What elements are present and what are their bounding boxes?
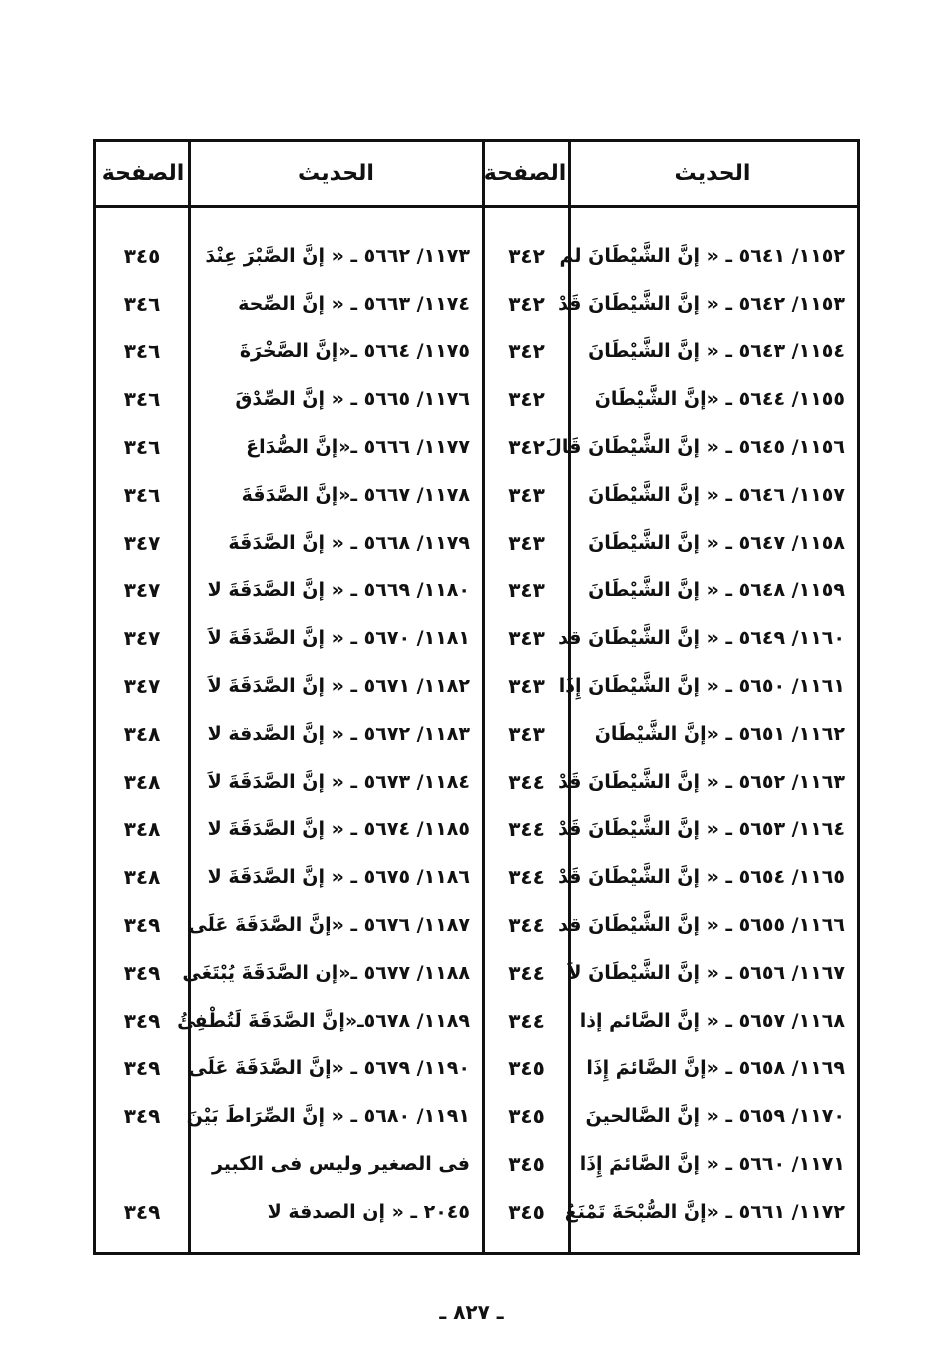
hadith-entry: ١١٥٥/ ٥٦٤٤ ـ «إنَّ الشَّيْطَانَ — [594, 388, 845, 411]
hadith-entry: ١١٨٢/ ٥٦٧١ ـ « إنَّ الصَّدَقَةَ لاَ — [207, 675, 470, 698]
hadith-entry: ١١٥٣/ ٥٦٤٢ ـ « إنَّ الشَّيْطَانَ قَدْ — [558, 292, 845, 315]
index-table — [93, 139, 860, 1255]
header-page-right: الصفحة — [483, 161, 567, 186]
page-ref: ٣٤٩ — [123, 1008, 161, 1033]
page-ref: ٣٤٣ — [508, 482, 545, 507]
page-ref: ٣٤٦ — [123, 482, 161, 507]
page-ref: ٣٤٣ — [508, 578, 545, 603]
hadith-entry: ١١٨٨/ ٥٦٧٧ ـ«إن الصَّدَقَةَ يُبْتَغَى — [182, 961, 470, 984]
hadith-entry: ١١٦٥/ ٥٦٥٤ ـ « إنَّ الشَّيْطَانَ قَدْ — [558, 866, 845, 889]
page-ref: ٣٤٤ — [508, 817, 545, 842]
hadith-entry: ١١٥٢/ ٥٦٤١ ـ « إنَّ الشَّيْطَانَ لم — [559, 244, 845, 267]
page-ref: ٣٤٢ — [508, 291, 545, 316]
hadith-entry: ١١٩٠/ ٥٦٧٩ ـ «إنَّ الصَّدَقَةَ عَلَى — [188, 1057, 470, 1080]
empty-cell — [96, 1140, 188, 1188]
page-ref: ٣٤٤ — [508, 1008, 545, 1033]
hadith-entry: ١١٧١/ ٥٦٦٠ ـ « إنَّ الصَّائمَ إِذَا — [579, 1153, 845, 1176]
page-ref: ٣٤٤ — [508, 865, 545, 890]
hadith-entry: ١١٧٦/ ٥٦٦٥ ـ « إنَّ الصِّدْقَ — [235, 388, 470, 411]
table-header-row — [96, 142, 857, 208]
hadith-entry: ١١٧٥/ ٥٦٦٤ ـ«إنَّ الصَّخْرَةَ — [239, 340, 470, 363]
page-ref: ٣٤٦ — [123, 291, 161, 316]
page-ref: ٣٤٧ — [123, 626, 161, 651]
page-ref: ٣٤٧ — [123, 578, 161, 603]
page-ref: ٣٤٧ — [123, 674, 161, 699]
hadith-entry: ١١٧٠/ ٥٦٥٩ ـ « إنَّ الصَّالحينَ — [585, 1105, 845, 1128]
section-heading: فى الصغير وليس فى الكبير — [211, 1153, 470, 1176]
hadith-entry: ١١٥٩/ ٥٦٤٨ ـ « إنَّ الشَّيْطَانَ — [588, 579, 845, 602]
page-ref: ٣٤٩ — [123, 1199, 161, 1224]
hadith-entry: ١١٦٩/ ٥٦٥٨ ـ «إنَّ الصَّائمَ إِذَا — [586, 1057, 845, 1080]
page-ref: ٣٤٢ — [508, 243, 545, 268]
header-hadith-left: الحديث — [298, 161, 374, 186]
page-ref: ٣٤٣ — [508, 721, 545, 746]
hadith-entry: ١١٧٩/ ٥٦٦٨ ـ « إنَّ الصَّدَقَةَ — [228, 531, 470, 554]
page-ref: ٣٤٨ — [123, 721, 161, 746]
page-ref: ٣٤٨ — [123, 817, 161, 842]
hadith-entry: ١١٦٢/ ٥٦٥١ ـ «إنَّ الشَّيْطَانَ — [594, 722, 845, 745]
hadith-entry: ١١٦١/ ٥٦٥٠ ـ « إنَّ الشَّيْطَانَ إِذَا — [558, 675, 845, 698]
header-page-left: الصفحة — [101, 161, 185, 186]
page-ref: ٣٤٢ — [508, 339, 545, 364]
hadith-entry: ١١٨٥/ ٥٦٧٤ ـ « إنَّ الصَّدَقَةَ لا — [207, 818, 470, 841]
hadith-entry: ١١٥٤/ ٥٦٤٣ ـ « إنَّ الشَّيْطَانَ — [588, 340, 845, 363]
hadith-entry: ١١٨٧/ ٥٦٧٦ ـ «إنَّ الصَّدَقَةَ عَلَى — [188, 914, 470, 937]
hadith-entry: ١١٦٠/ ٥٦٤٩ ـ « إنَّ الشَّيْطَانَ قد — [558, 627, 845, 650]
page-ref: ٣٤٩ — [123, 1056, 161, 1081]
page-ref: ٣٤٣ — [508, 530, 545, 555]
page-ref: ٣٤٨ — [123, 865, 161, 890]
header-hadith-right: الحديث — [674, 161, 751, 186]
page-ref: ٣٤٦ — [123, 387, 161, 412]
hadith-entry: ٢٠٤٥ ـ « إن الصدقة لا — [267, 1200, 470, 1223]
hadith-entry: ١١٦٦/ ٥٦٥٥ ـ « إنَّ الشَّيْطَانَ قد — [558, 914, 845, 937]
hadith-entry: ١١٩١/ ٥٦٨٠ ـ « إنَّ الصِّرَاطَ بَيْنَ — [186, 1105, 470, 1128]
right-hadith-column — [545, 232, 857, 1236]
page-ref: ٣٤٢ — [508, 435, 545, 460]
page-ref: ٣٤٣ — [508, 626, 545, 651]
hadith-entry: ١١٨٠/ ٥٦٦٩ ـ « إنَّ الصَّدَقَةَ لا — [207, 579, 470, 602]
hadith-entry: ١١٥٦/ ٥٦٤٥ ـ « إنَّ الشَّيْطَانَ قَالَ — [545, 436, 845, 459]
hadith-entry: ١١٨٣/ ٥٦٧٢ ـ « إنَّ الصَّدقة لا — [207, 722, 470, 745]
page-ref: ٣٤٥ — [508, 1104, 545, 1129]
page-ref: ٣٤٥ — [123, 243, 161, 268]
hadith-entry: ١١٦٣/ ٥٦٥٢ ـ « إنَّ الشَّيْطَانَ قَدْ — [558, 770, 845, 793]
hadith-entry: ١١٦٨/ ٥٦٥٧ ـ « إنَّ الصَّائم إذا — [579, 1009, 845, 1032]
hadith-entry: ١١٧٨/ ٥٦٦٧ ـ«إنَّ الصَّدَقَةَ — [241, 483, 470, 506]
hadith-entry: ١١٥٧/ ٥٦٤٦ ـ « إنَّ الشَّيْطَانَ — [588, 483, 845, 506]
page-ref: ٣٤٥ — [508, 1199, 545, 1224]
hadith-entry: ١١٧٧/ ٥٦٦٦ ـ«إنَّ الصُّدَاعَ — [246, 436, 470, 459]
page-number: ـ ٨٢٧ ـ — [439, 1300, 504, 1324]
hadith-entry: ١١٧٢/ ٥٦٦١ ـ «إنَّ الصُّبْحَةَ تَمْنَعُ — [564, 1200, 845, 1223]
hadith-entry: ١١٨١/ ٥٦٧٠ ـ « إنَّ الصَّدَقَةَ لاَ — [207, 627, 470, 650]
page-ref: ٣٤٥ — [508, 1152, 545, 1177]
page-ref: ٣٤٢ — [508, 387, 545, 412]
page-ref: ٣٤٩ — [123, 960, 161, 985]
hadith-entry: ١١٨٩/ ٥٦٧٨ـ«إنَّ الصَّدَقَةَ لَتُطْفِئُ — [177, 1009, 470, 1032]
page-ref: ٣٤٦ — [123, 435, 161, 460]
page-ref: ٣٤٤ — [508, 769, 545, 794]
left-page-column — [96, 232, 188, 1236]
page-ref: ٣٤٤ — [508, 913, 545, 938]
page-ref: ٣٤٣ — [508, 674, 545, 699]
hadith-entry: ١١٦٧/ ٥٦٥٦ ـ « إنَّ الشَّيْطَانَ لاَ — [567, 961, 845, 984]
right-page-column — [485, 232, 568, 1236]
page-ref: ٣٤٩ — [123, 1104, 161, 1129]
hadith-entry: ١١٨٤/ ٥٦٧٣ ـ « إنَّ الصَّدَقَةَ لاَ — [207, 770, 470, 793]
hadith-entry: ١١٧٤/ ٥٦٦٣ ـ « إنَّ الصِّحة — [238, 292, 470, 315]
page-ref: ٣٤٧ — [123, 530, 161, 555]
page-ref: ٣٤٨ — [123, 769, 161, 794]
hadith-entry: ١١٦٤/ ٥٦٥٣ ـ « إنَّ الشَّيْطَانَ قَدْ — [558, 818, 845, 841]
page-ref: ٣٤٤ — [508, 960, 545, 985]
hadith-entry: ١١٨٦/ ٥٦٧٥ ـ « إنَّ الصَّدَقَةَ لا — [207, 866, 470, 889]
page-ref: ٣٤٩ — [123, 913, 161, 938]
page-ref: ٣٤٦ — [123, 339, 161, 364]
left-hadith-column — [177, 232, 482, 1236]
hadith-entry: ١١٥٨/ ٥٦٤٧ ـ « إنَّ الشَّيْطَانَ — [588, 531, 845, 554]
hadith-entry: ١١٧٣/ ٥٦٦٢ ـ « إنَّ الصَّبْرَ عِنْدَ — [205, 244, 470, 267]
page-ref: ٣٤٥ — [508, 1056, 545, 1081]
